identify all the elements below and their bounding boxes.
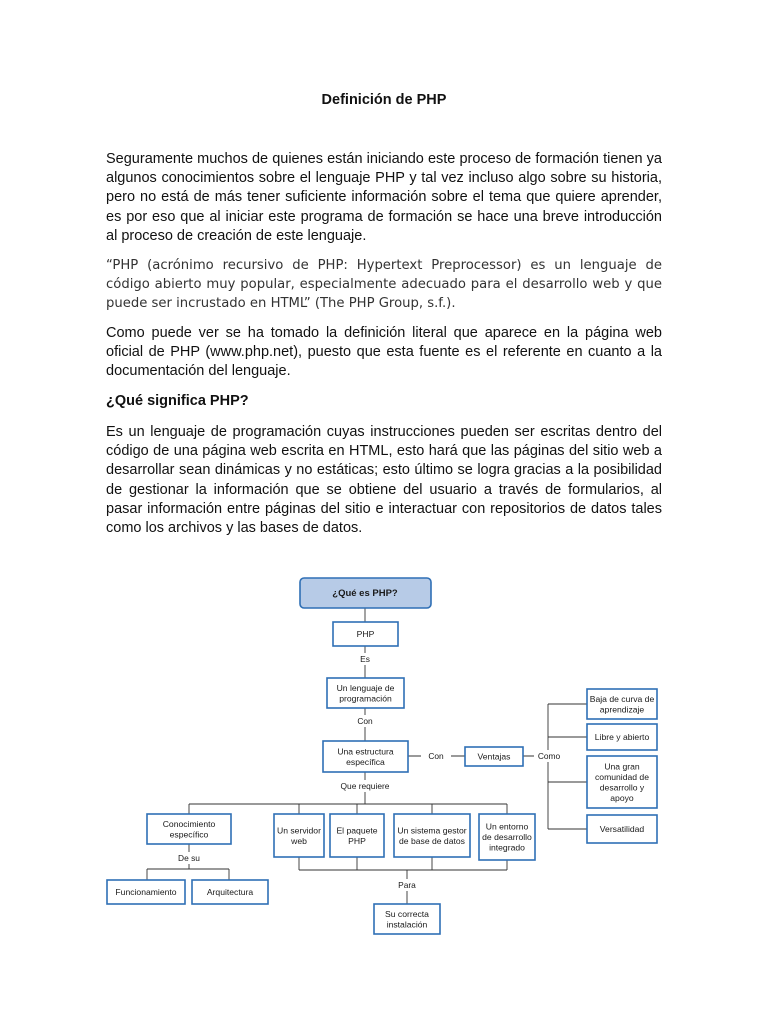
- node-label-line: comunidad de: [595, 771, 649, 782]
- node-entorno: [479, 814, 535, 860]
- node-label-line: Una gran: [604, 761, 640, 772]
- node-label-line: apoyo: [610, 792, 634, 803]
- node-label-line: web: [291, 835, 307, 846]
- connector-de-su: De su: [178, 853, 200, 863]
- node-label-line: El paquete: [336, 825, 378, 836]
- node-ventajas: [465, 747, 523, 766]
- node-arquitectura: [192, 880, 268, 904]
- connector-que-requiere: Que requiere: [340, 781, 390, 791]
- node-label-line: Baja de curva de: [589, 693, 655, 704]
- node-instalacion: [374, 904, 440, 934]
- node-label-line: Un entorno: [485, 821, 529, 832]
- node-servidor: [274, 814, 324, 857]
- node-lenguaje-label: [337, 683, 395, 704]
- node-arquitectura-label: [207, 887, 254, 897]
- node-label-line: Un sistema gestor: [397, 825, 467, 836]
- intro-paragraph: Seguramente muchos de quienes están iniciando este proceso de formación tienen ya algunos conocimientos sobre el lenguaje PHP y tal vez incluso algo sobre su historia, pero no está de más tener suficiente información sobre el tema que quiere aprender, es por eso que al iniciar este programa de formación se hace una breve introducción al proceso de creación de este lenguaje.: [106, 151, 662, 244]
- quote-paragraph: “PHP (acrónimo recursivo de PHP: Hypertext Preprocessor) es un lenguaje de código abierto muy popular, especialmente adecuado para el desarrollo web y que puede ser incrustado en HTML” (The PHP Group, s.f.).: [106, 258, 662, 312]
- node-gestor: [394, 814, 470, 857]
- node-label-line: Libre y abierto: [594, 732, 650, 742]
- node-funcionamiento: [107, 880, 185, 904]
- node-label-line: Funcionamiento: [115, 887, 177, 897]
- node-curva: [587, 689, 657, 719]
- node-label-line: PHP: [356, 629, 375, 639]
- node-entorno-label: [482, 822, 532, 853]
- connector-como: Como: [537, 751, 561, 761]
- source-paragraph: Como puede ver se ha tomado la definición literal que aparece en la página web oficial de PHP (www.php.net), puesto que esta fuente es el referente en cuanto a la documentación del lenguaje.: [106, 325, 662, 380]
- node-gestor-label: [397, 825, 466, 846]
- node-label-line: Ventajas: [477, 751, 511, 762]
- node-estructura: [323, 741, 408, 772]
- node-label-line: instalación: [386, 919, 428, 930]
- node-label-line: programación: [339, 693, 392, 704]
- node-conocimiento-label: [163, 819, 216, 840]
- node-php: [333, 622, 398, 646]
- connector-es: Es: [360, 654, 370, 664]
- node-ventajas-label: [478, 752, 511, 762]
- node-versatilidad: [587, 815, 657, 843]
- connector-para: Para: [398, 880, 416, 890]
- definition-paragraph: Es un lenguaje de programación cuyas instrucciones pueden ser escritas dentro del código de una página web escrita en HTML, esto hará que las páginas del sitio web a desarrollar sean dinámicas y no estáticas; esto último se logra gracias a la posibilidad de gestionar la información que se obtiene del usuario a través de formularios, al pasar información entre páginas del sitio e interactuar con repositorios de datos tales como los archivos y las bases de datos.: [106, 424, 662, 537]
- node-paquete: [330, 814, 384, 857]
- node-php-label: [357, 629, 375, 639]
- node-label-line: Una estructura: [337, 746, 394, 757]
- node-label-line: integrado: [489, 842, 525, 853]
- section-heading: ¿Qué significa PHP?: [106, 393, 249, 409]
- node-label-line: Su correcta: [385, 908, 429, 919]
- node-label-line: Versatilidad: [599, 824, 645, 834]
- node-label-line: de base de datos: [399, 835, 465, 846]
- node-label-line: Conocimiento: [162, 818, 216, 829]
- node-conocimiento: [147, 814, 231, 844]
- node-label-line: Un servidor: [277, 825, 321, 836]
- node-label-line: específica: [346, 756, 385, 767]
- node-label-line: de desarrollo: [482, 832, 532, 842]
- node-label-line: aprendizaje: [599, 704, 645, 715]
- node-label-line: PHP: [348, 835, 366, 846]
- node-libre: [587, 724, 657, 750]
- node-lenguaje: [327, 678, 404, 708]
- node-instalacion-label: [385, 909, 429, 930]
- node-comunidad: [587, 756, 657, 808]
- node-label-line: desarrollo y: [599, 782, 645, 793]
- connector-con-2: Con: [428, 751, 444, 761]
- page-title: Definición de PHP: [321, 92, 447, 108]
- node-label-line: específico: [169, 829, 209, 840]
- node-libre-label: [595, 732, 650, 742]
- node-label-line: Arquitectura: [206, 887, 254, 897]
- connector-con-1: Con: [357, 716, 373, 726]
- diagram-header-label: ¿Qué es PHP?: [332, 588, 398, 599]
- node-funcionamiento-label: [115, 887, 176, 897]
- node-label-line: Un lenguaje de: [336, 682, 395, 693]
- node-versatilidad-label: [600, 824, 645, 834]
